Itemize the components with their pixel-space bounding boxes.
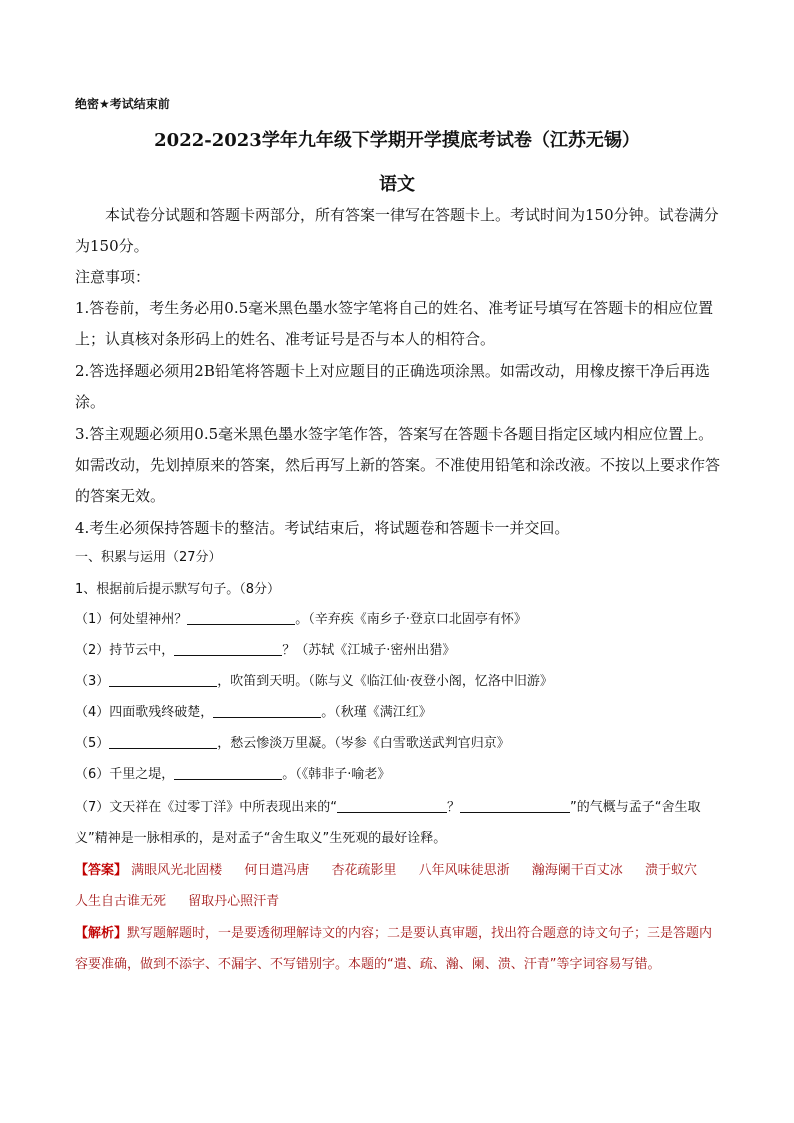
fill-item-3 bbox=[75, 668, 725, 696]
answer-5: 瀚海阑干百丈冰 bbox=[531, 863, 623, 878]
fill-item-3-after: ，吹笛到天明。（陈与义《临江仙·夜登小阁，忆洛中旧游》 bbox=[217, 674, 553, 689]
fill-item-3-before: （3） bbox=[75, 674, 110, 689]
fill-item-7-middle: ？ bbox=[447, 800, 461, 815]
notice-item-1: 1.答卷前，考生务必用0.5毫米黑色墨水签字笔将自己的姓名、准考证号填写在答题卡的相应位置上；认真核对条形码上的姓名、准考证号是否与本人的相符合。 bbox=[75, 299, 714, 348]
subject-title: 语文 bbox=[379, 174, 415, 195]
fill-item-4 bbox=[75, 699, 725, 727]
answer-blank bbox=[109, 734, 217, 749]
fill-item-1 bbox=[75, 606, 725, 634]
analysis-block bbox=[75, 918, 725, 980]
fill-item-6-before: （6）千里之堤， bbox=[75, 767, 175, 782]
answer-1: 满眼风光北固楼 bbox=[131, 863, 223, 878]
answer-blank bbox=[174, 641, 282, 656]
page-title: 2022-2023学年九年级下学期开学摸底考试卷（江苏无锡） bbox=[154, 130, 640, 151]
fill-item-4-after: 。（秋瑾《满江红》 bbox=[321, 705, 432, 720]
answer-blank bbox=[174, 765, 282, 780]
answer-blank bbox=[187, 610, 295, 625]
notice-item-2: 2.答选择题必须用2B铅笔将答题卡上对应题目的正确选项涂黑。如需改动，用橡皮擦干净后再选涂。 bbox=[75, 362, 710, 411]
fill-item-5 bbox=[75, 730, 725, 758]
fill-item-6-after: 。（《韩非子·喻老》 bbox=[282, 767, 391, 782]
answer-blank bbox=[337, 798, 447, 813]
analysis-label: 【解析】 bbox=[75, 926, 128, 941]
notice-title: 注意事项： bbox=[75, 268, 151, 286]
fill-item-7 bbox=[75, 792, 725, 854]
fill-item-5-after: ，愁云惨淡万里凝。（岑参《白雪歌送武判官归京》 bbox=[217, 736, 510, 751]
intro-paragraph: 本试卷分试题和答题卡两部分，所有答案一律写在答题卡上。考试时间为150分钟。试卷满分为150分。 bbox=[75, 206, 719, 255]
fill-item-1-before: （1）何处望神州？ bbox=[75, 612, 188, 627]
answer-7: 人生自古谁无死 bbox=[75, 894, 167, 909]
notice-item-3: 3.答主观题必须用0.5毫米黑色墨水签字笔作答，答案写在答题卡各题目指定区域内相应位置上。如需改动，先划掉原来的答案，然后再写上新的答案。不准使用铅笔和涂改液。不按以上要求作答的答案无效。 bbox=[75, 425, 721, 505]
fill-item-2 bbox=[75, 637, 725, 665]
answer-3: 杏花疏影里 bbox=[331, 863, 397, 878]
fill-item-2-after: ？（苏轼《江城子·密州出猎》 bbox=[282, 643, 456, 658]
fill-item-5-before: （5） bbox=[75, 736, 110, 751]
answer-block bbox=[75, 855, 720, 917]
fill-item-7-after: ”的气概与孟子“舍生取义”精神是一脉相承的，是对孟子“舍生取义”生死观的最好诠释。 bbox=[75, 800, 701, 846]
fill-item-7-before: （7）文天祥在《过零丁洋》中所表现出来的“ bbox=[75, 800, 338, 815]
fill-item-6 bbox=[75, 761, 725, 789]
section-heading: 一、积累与运用（27分） bbox=[75, 550, 222, 565]
fill-item-1-after: 。（辛弃疾《南乡子·登京口北固亭有怀》 bbox=[295, 612, 527, 627]
answer-label: 【答案】 bbox=[75, 863, 128, 878]
fill-item-4-before: （4）四面歌残终破楚， bbox=[75, 705, 214, 720]
answer-4: 八年风味徒思浙 bbox=[418, 863, 510, 878]
answer-8: 留取丹心照汗青 bbox=[188, 894, 280, 909]
question-heading: 1、根据前后提示默写句子。（8分） bbox=[75, 582, 281, 597]
fill-item-2-before: （2）持节云中， bbox=[75, 643, 175, 658]
answer-blank bbox=[109, 672, 217, 687]
answer-6: 溃于蚁穴 bbox=[644, 863, 697, 878]
answer-2: 何日遣冯唐 bbox=[244, 863, 310, 878]
confidential-label: 绝密★考试结束前 bbox=[75, 97, 170, 111]
analysis-text: 默写题解题时，一是要透彻理解诗文的内容；二是要认真审题，找出符合题意的诗文句子；三是答题内容要准确，做到不添字、不漏字、不写错别字。本题的“遣、疏、瀚、阑、溃、汗青”等字词容易写错。 bbox=[75, 926, 713, 972]
answer-blank bbox=[213, 703, 321, 718]
answer-blank bbox=[460, 798, 570, 813]
notice-item-4: 4.考生必须保持答题卡的整洁。考试结束后，将试题卷和答题卡一并交回。 bbox=[75, 519, 570, 537]
